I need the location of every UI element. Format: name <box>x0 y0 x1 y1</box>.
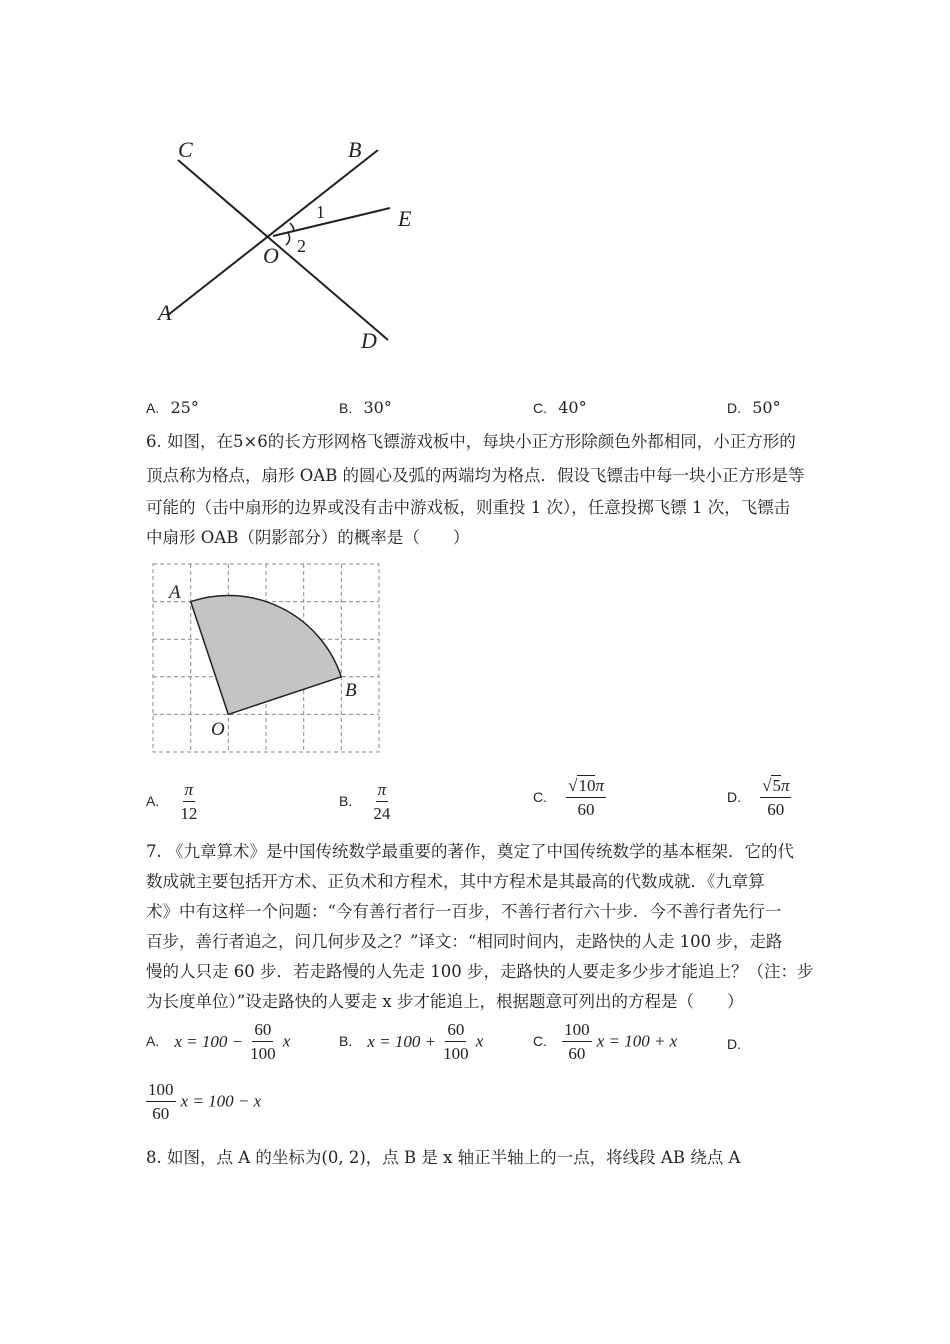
fraction <box>178 780 199 823</box>
q6-line-3: 可能的（击中扇形的边界或没有击中游戏板，则重投 1 次），任意投掷飞镖 1 次，飞镖击 <box>146 498 791 517</box>
fraction <box>248 1020 278 1063</box>
denominator: 100 <box>250 1044 276 1063</box>
option-label: B. <box>339 793 353 809</box>
equation-prefix: x = 100 + <box>367 1031 437 1051</box>
pi-symbol: π <box>780 776 790 795</box>
label-angle-2: 2 <box>297 236 306 256</box>
sqrt-radicand: 10 <box>578 776 596 795</box>
denominator: 24 <box>373 804 391 823</box>
numerator: 60 <box>252 1020 273 1042</box>
option-label: C. <box>533 1033 547 1049</box>
equation-suffix: x <box>475 1031 484 1051</box>
sector-oab <box>191 595 342 714</box>
figure-dartboard-grid <box>145 556 390 756</box>
denominator: 60 <box>577 800 595 819</box>
q5-option-c[interactable] <box>533 398 587 418</box>
fraction <box>146 1080 176 1123</box>
q7-line-5: 慢的人只走 60 步．若走路慢的人先走 100 步，走路快的人要走多少步才能追上？（注：步 <box>146 962 814 981</box>
fraction <box>760 776 791 819</box>
pi-symbol: π <box>595 776 604 795</box>
q5-option-d[interactable] <box>727 398 781 418</box>
fraction <box>441 1020 471 1063</box>
q7-line-3: 术》中有这样一个问题：“今有善行者行一百步，不善行者行六十步．今不善行者先行一 <box>146 902 782 921</box>
option-label: D. <box>727 400 741 416</box>
numerator: 100 <box>146 1080 176 1102</box>
option-value: 50° <box>752 398 781 417</box>
option-label: C. <box>533 400 547 416</box>
q6-option-d[interactable] <box>727 776 791 819</box>
equation-suffix: x <box>282 1031 291 1051</box>
equation-suffix: x = 100 + x <box>596 1031 678 1051</box>
fraction <box>566 776 606 819</box>
option-label: A. <box>146 400 160 416</box>
q7-line-1: 7. 《九章算术》是中国传统数学最重要的著作，奠定了中国传统数学的基本框架．它的代 <box>146 842 794 861</box>
line-cd <box>178 160 388 340</box>
figure-intersecting-lines <box>140 130 440 360</box>
denominator: 60 <box>568 1044 586 1063</box>
angle-2-arc <box>286 233 290 245</box>
numerator: √5π <box>760 776 791 798</box>
sqrt-radicand: 5 <box>772 776 781 795</box>
ray-oe <box>273 208 390 236</box>
option-label: D. <box>727 1036 741 1052</box>
denominator: 60 <box>152 1104 170 1123</box>
equation-suffix: x = 100 − x <box>180 1091 262 1111</box>
q6-line-1: 6. 如图，在5×6的长方形网格飞镖游戏板中，每块小正方形除颜色外都相同，小正方形的 <box>146 432 796 451</box>
numerator: 100 <box>562 1020 592 1042</box>
label-e: E <box>398 206 412 231</box>
q5-option-b[interactable] <box>339 398 392 418</box>
q8-line-1: 8. 如图，点 A 的坐标为(0, 2)，点 B 是 x 轴正半轴上的一点，将线段 AB 绕点 A <box>146 1148 741 1167</box>
label-d: D <box>361 328 377 353</box>
q6-option-c[interactable] <box>533 776 606 819</box>
equation-prefix: x = 100 − <box>174 1031 244 1051</box>
option-value: 25° <box>170 398 199 417</box>
denominator: 12 <box>180 804 198 823</box>
option-label: A. <box>146 793 160 809</box>
numerator: 60 <box>445 1020 466 1042</box>
denominator: 100 <box>443 1044 469 1063</box>
label-angle-1: 1 <box>316 202 325 222</box>
option-label: C. <box>533 789 547 805</box>
q5-option-a[interactable] <box>146 398 199 418</box>
denominator: 60 <box>767 800 785 819</box>
q6-option-a[interactable] <box>146 780 199 823</box>
fraction <box>562 1020 592 1063</box>
option-label: A. <box>146 1033 160 1049</box>
label-a: A <box>169 582 181 603</box>
numerator: π <box>183 780 196 802</box>
numerator: √10π <box>566 776 606 798</box>
label-a: A <box>158 300 172 325</box>
option-label: B. <box>339 1033 353 1049</box>
angle-1-arc <box>290 223 294 231</box>
q7-line-4: 百步，善行者追之，问几何步及之？”译文：“相同时间内，走路快的人走 100 步，走路 <box>146 932 783 951</box>
q7-option-a[interactable] <box>146 1020 290 1063</box>
label-c: C <box>178 137 193 162</box>
q7-option-b[interactable] <box>339 1020 483 1063</box>
q7-option-d[interactable] <box>146 1080 261 1123</box>
fraction <box>371 780 392 823</box>
label-o: O <box>263 243 279 268</box>
option-value: 40° <box>558 398 587 417</box>
option-label: D. <box>727 789 741 805</box>
line-ab <box>168 150 378 315</box>
option-label: B. <box>339 400 353 416</box>
q6-line-4: 中扇形 OAB（阴影部分）的概率是（ ） <box>146 528 470 547</box>
numerator: π <box>376 780 389 802</box>
q7-line-2: 数成就主要包括开方术、正负术和方程术，其中方程术是其最高的代数成就．《九章算 <box>146 872 765 891</box>
q6-line-2: 顶点称为格点，扇形 OAB 的圆心及弧的两端均为格点．假设飞镖击中每一块小正方形是等 <box>146 466 805 485</box>
q7-option-d-label[interactable] <box>727 1034 741 1053</box>
label-b: B <box>345 680 357 701</box>
q7-option-c[interactable] <box>533 1020 677 1063</box>
q7-line-6: 为长度单位）”设走路快的人要走 x 步才能追上，根据题意可列出的方程是（ ） <box>146 992 744 1011</box>
label-o: O <box>211 719 225 740</box>
option-value: 30° <box>363 398 392 417</box>
label-b: B <box>348 137 362 162</box>
q6-option-b[interactable] <box>339 780 392 823</box>
